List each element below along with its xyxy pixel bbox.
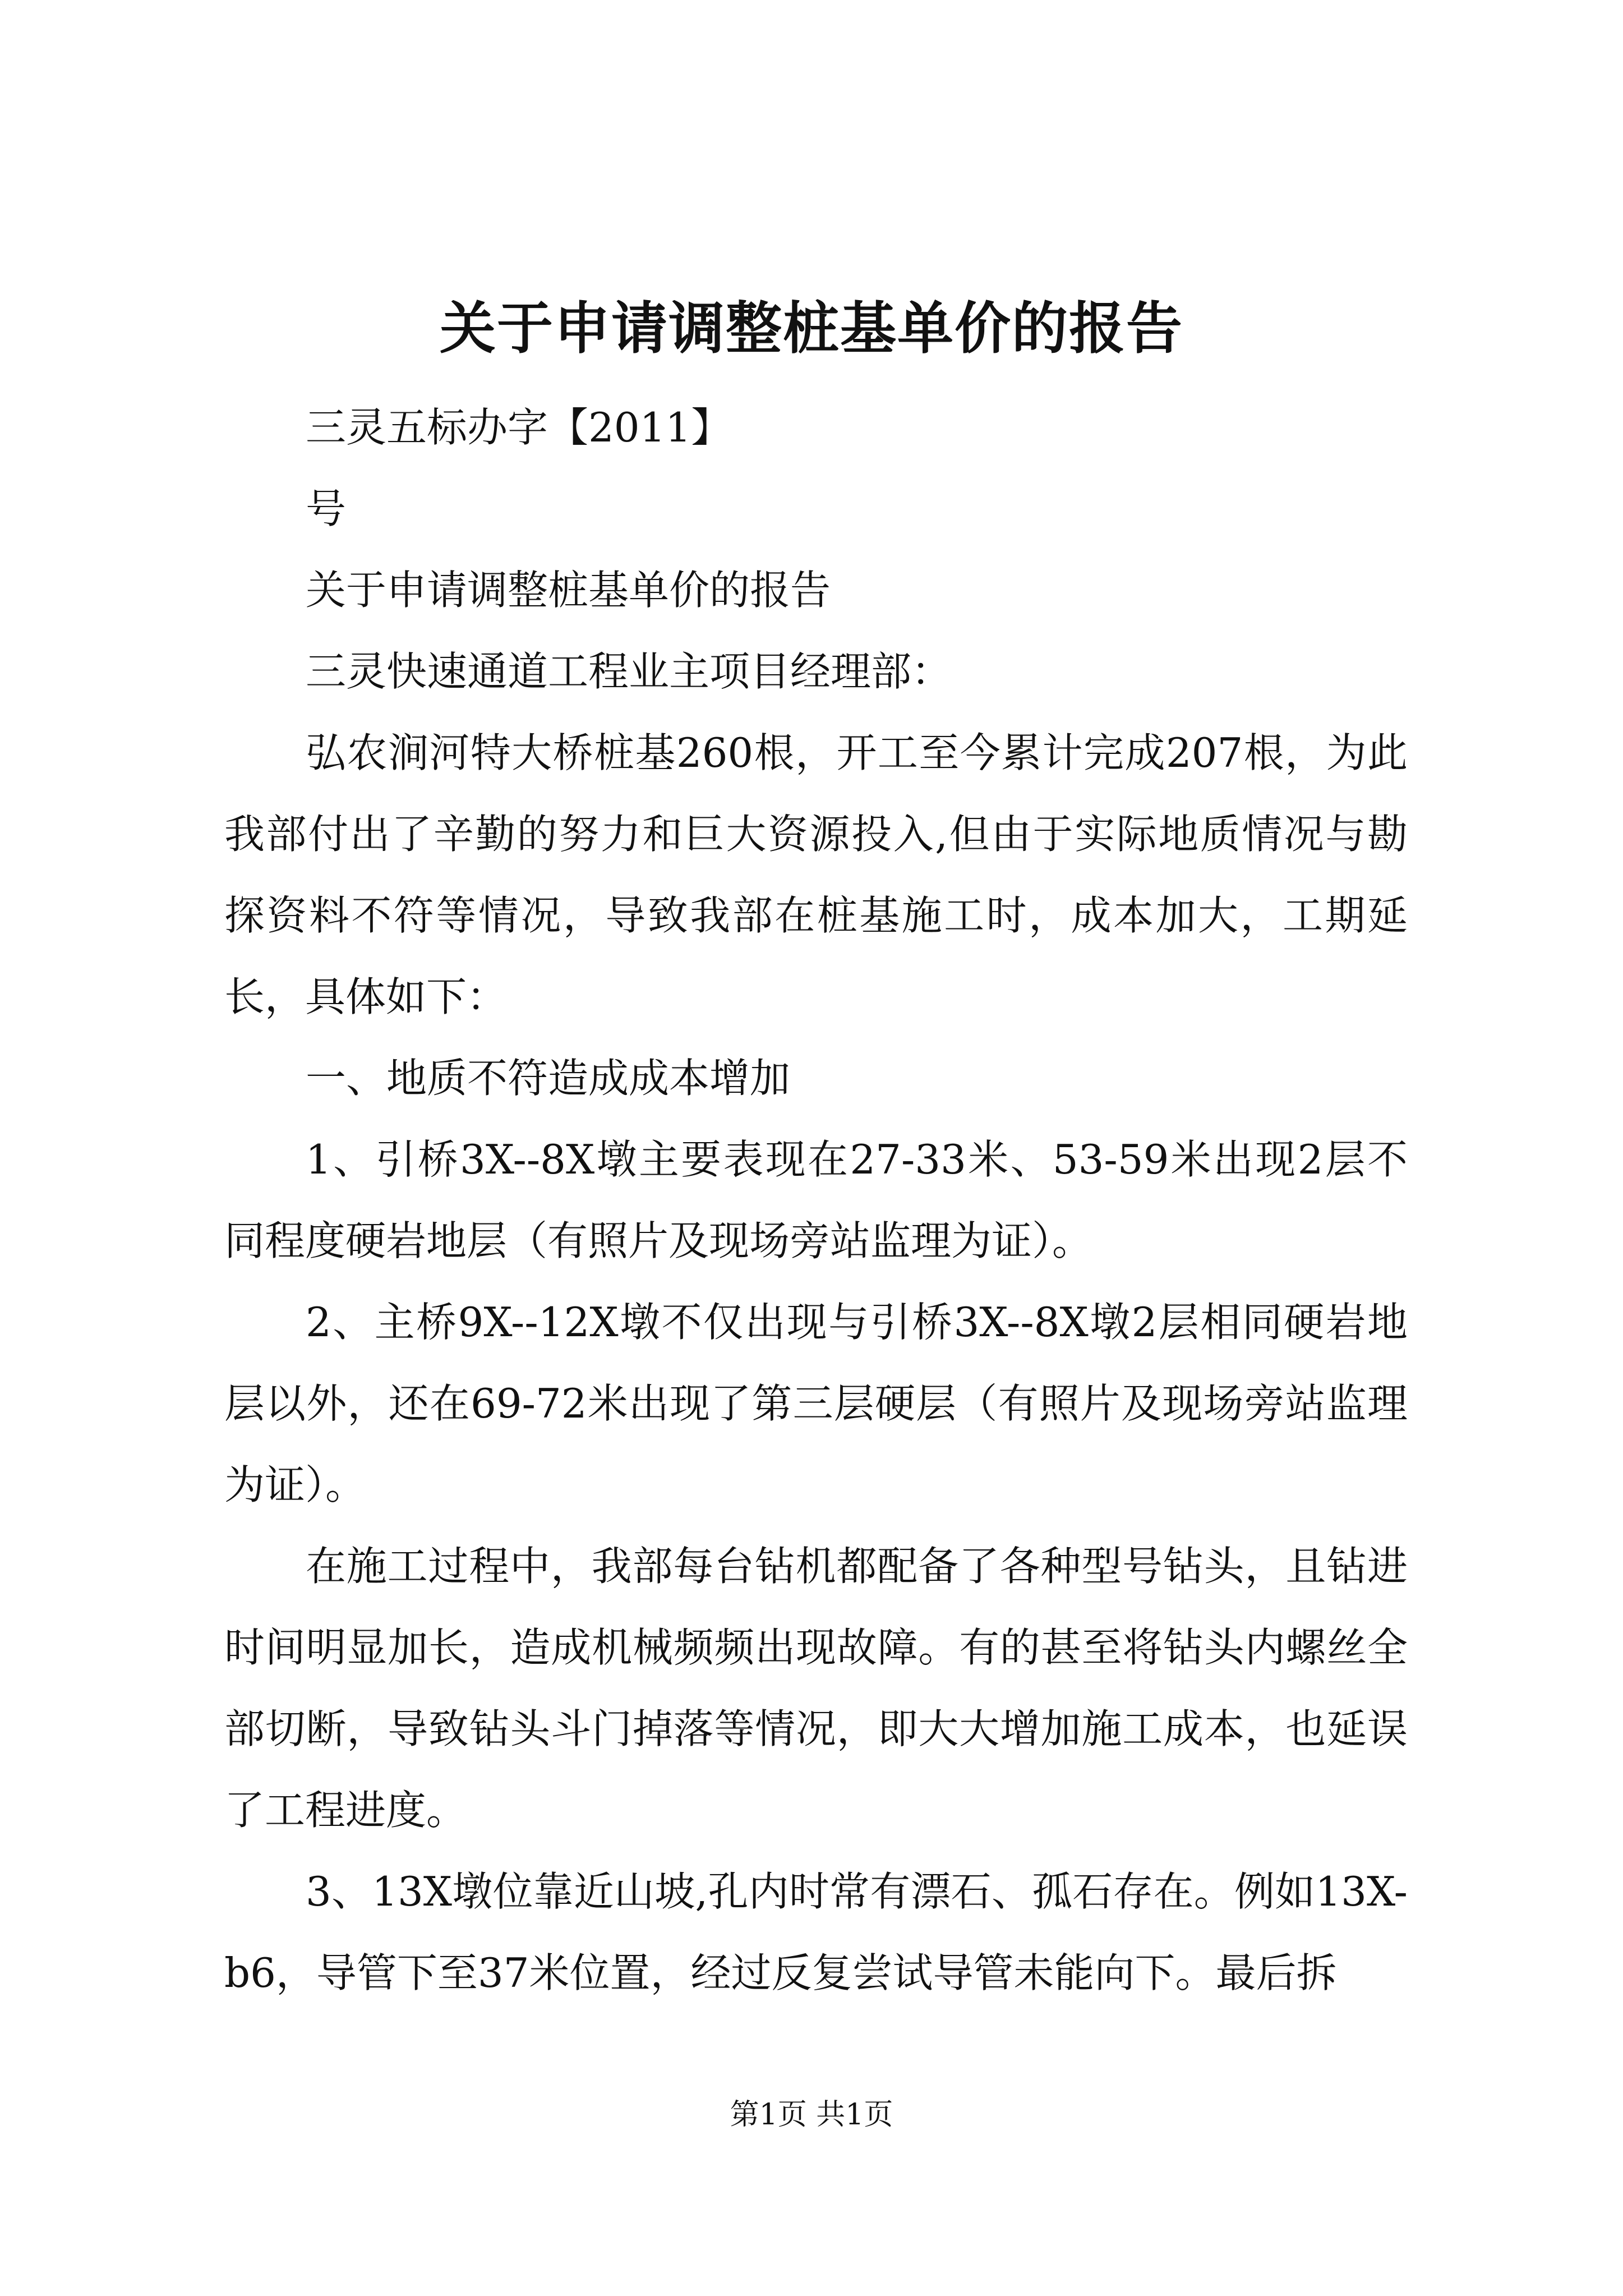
paragraph-item-1: 1、引桥3X--8X墩主要表现在27-33米、53-59米出现2层不同程度硬岩地层（有照片及现场旁站监理为证）。: [224, 1136, 1408, 1264]
paragraph-item-3: 3、13X墩位靠近山坡,孔内时常有漂石、孤石存在。例如13X-b6，导管下至37米位置，经过反复尝试导管未能向下。最后拆: [224, 1868, 1408, 1996]
document-number-line: 三灵五标办字【2011】: [306, 404, 732, 451]
paragraph-intro: 弘农涧河特大桥桩基260根，开工至今累计完成207根，为此我部付出了辛勤的努力和巨大资源投入,但由于实际地质情况与勘探资料不符等情况，导致我部在桩基施工时，成本加大，工期延长，具体如下：: [224, 729, 1408, 1020]
paragraph-item-2: 2、主桥9X--12X墩不仅出现与引桥3X--8X墩2层相同硬岩地层以外，还在69-72米出现了第三层硬层（有照片及现场旁站监理为证）。: [224, 1299, 1408, 1508]
paragraph-construction: 在施工过程中，我部每台钻机都配备了各种型号钻头，且钻进时间明显加长，造成机械频频出现故障。有的甚至将钻头内螺丝全部切断，导致钻头斗门掉落等情况，即大大增加施工成本，也延误了工程进度。: [224, 1543, 1408, 1834]
document-body: [224, 387, 1408, 2014]
document-title: 关于申请调整桩基单价的报告: [440, 295, 1183, 361]
document-number-suffix: 号: [306, 485, 347, 532]
report-subject: 关于申请调整桩基单价的报告: [306, 567, 831, 614]
addressee: 三灵快速通道工程业主项目经理部：: [306, 648, 952, 695]
section-heading-1: 一、地质不符造成成本增加: [306, 1055, 791, 1102]
page-footer: 第1页 共1页: [730, 2098, 893, 2132]
